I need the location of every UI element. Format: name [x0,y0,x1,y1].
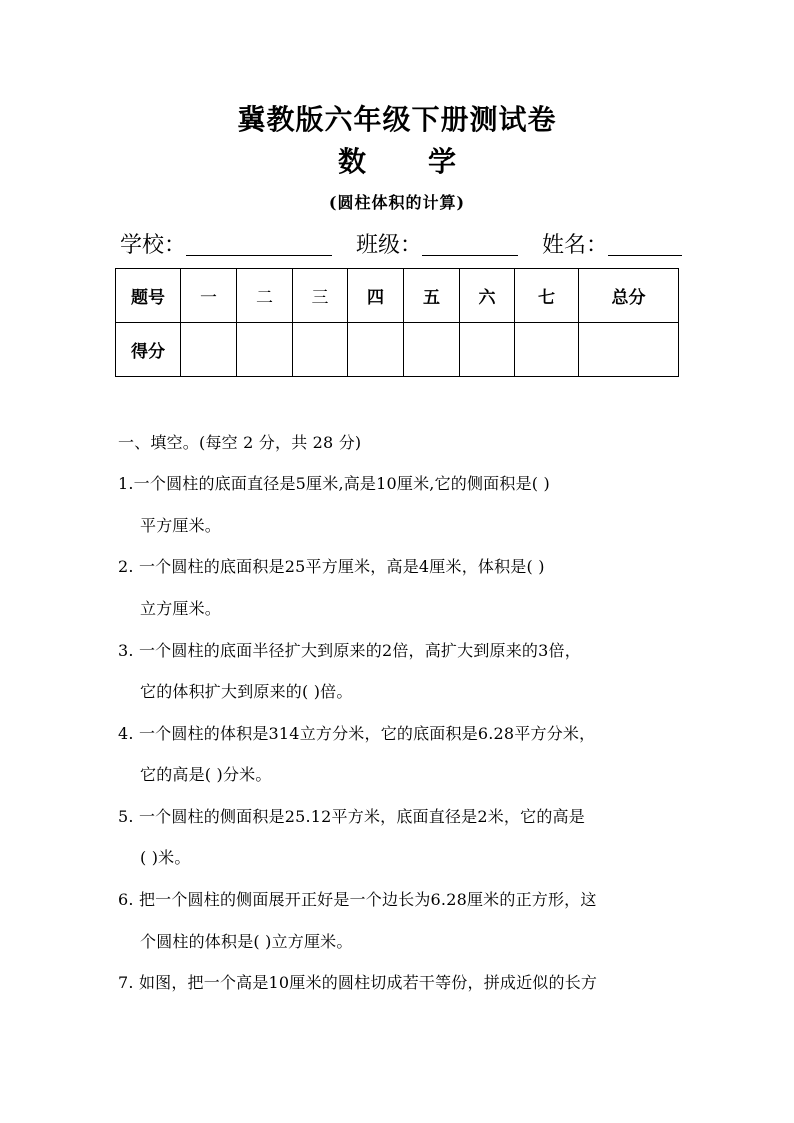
name-label: 姓名： [542,233,609,258]
score-cell[interactable] [181,323,237,377]
header-cell-3: 三 [293,269,348,323]
header-cell-2: 二 [237,269,293,323]
header-cell-total: 总分 [579,269,679,323]
question-line: 平方厘米。 [140,516,222,535]
class-label: 班级： [356,233,423,258]
score-cell[interactable] [237,323,293,377]
score-total-cell[interactable] [579,323,679,377]
header-cell-1: 一 [181,269,237,323]
subject-char-1: 数 [337,145,366,178]
score-header-row [116,269,679,323]
score-table [115,268,679,377]
score-label-cell: 得分 [116,323,181,377]
header-cell-7: 七 [515,269,579,323]
name-field[interactable] [608,233,682,256]
question-line: 3. 一个圆柱的底面半径扩大到原来的2倍，高扩大到原来的3倍， [118,641,581,660]
question-line: 立方厘米。 [140,599,222,618]
class-field[interactable] [422,233,518,256]
question-line: 它的体积扩大到原来的( )倍。 [140,682,353,701]
subject-char-2: 学 [428,145,457,178]
school-field[interactable] [186,233,332,256]
question-line: 6. 把一个圆柱的侧面展开正好是一个边长为6.28厘米的正方形，这 [118,890,597,909]
question-line: ( )米。 [140,848,191,867]
student-info-line [120,228,680,259]
question-line: 1.一个圆柱的底面直径是5厘米,高是10厘米,它的侧面积是( ) [118,474,550,493]
header-cell-5: 五 [404,269,460,323]
section-heading: 一、填空。(每空 2 分，共 28 分) [118,433,362,452]
header-cell-question-no: 题号 [116,269,181,323]
school-label: 学校： [120,233,187,258]
score-cell[interactable] [460,323,515,377]
score-value-row [116,323,679,377]
question-line: 5. 一个圆柱的侧面积是25.12平方米，底面直径是2米，它的高是 [118,807,585,826]
question-line: 7. 如图，把一个高是10厘米的圆柱切成若干等份，拼成近似的长方 [118,973,598,992]
exam-title: 冀教版六年级下册测试卷 [237,103,557,136]
header-cell-4: 四 [348,269,404,323]
question-line: 4. 一个圆柱的体积是314立方分米，它的底面积是6.28平方分米， [118,724,596,743]
header-cell-6: 六 [460,269,515,323]
question-line: 个圆柱的体积是( )立方厘米。 [140,932,353,951]
question-line: 2. 一个圆柱的底面积是25平方厘米，高是4厘米，体积是( ) [118,557,545,576]
subject-title [0,140,794,180]
question-line: 它的高是( )分米。 [140,765,272,784]
score-cell[interactable] [404,323,460,377]
score-cell[interactable] [293,323,348,377]
score-cell[interactable] [515,323,579,377]
score-cell[interactable] [348,323,404,377]
exam-subtitle: (圆柱体积的计算) [328,193,466,212]
